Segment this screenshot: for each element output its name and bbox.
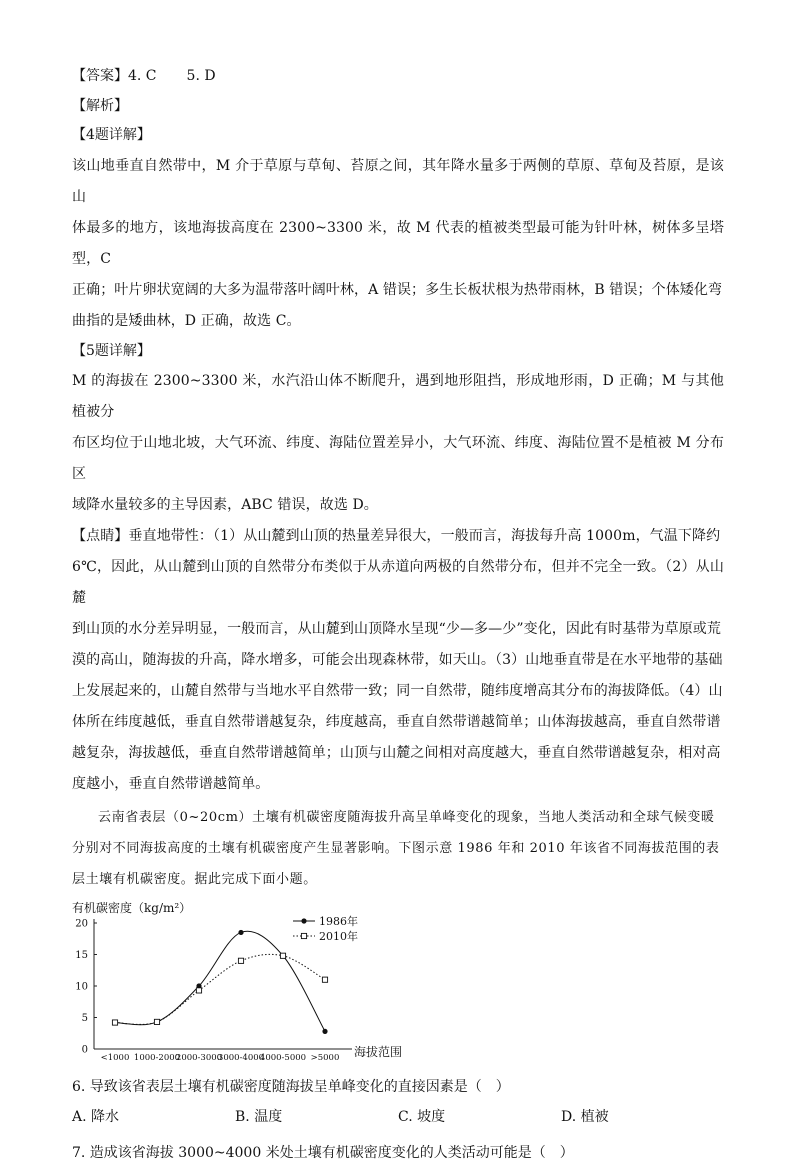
q5-detail-tag: 【5题详解】 bbox=[72, 342, 151, 359]
x-tick-label: 3000-4000 bbox=[217, 1053, 265, 1063]
q4-detail-line: 该山地垂直自然带中，M 介于草原与草甸、苔原之间，其年降水量多于两侧的草原、草甸及苔原，是该山 bbox=[72, 157, 724, 205]
q5-detail-body bbox=[72, 366, 724, 521]
data-point-2010 bbox=[112, 1020, 117, 1025]
q4-detail-line: 曲指的是矮曲林，D 正确，故选 C。 bbox=[72, 312, 301, 329]
y-tick-label: 20 bbox=[75, 918, 88, 930]
option-c[interactable]: C. 坡度 bbox=[398, 1109, 446, 1125]
x-tick-label: 1000-2000 bbox=[133, 1053, 181, 1063]
q4-detail-line: 体最多的地方，该地海拔高度在 2300~3300 米，故 M 代表的植被类型最可能为针叶林，树体多呈塔型，C bbox=[72, 219, 724, 267]
y-tick-label: 10 bbox=[75, 981, 88, 993]
answer-q5: 5. D bbox=[186, 68, 216, 84]
key-points-line: 漠的高山，随海拔的升高，降水增多，可能会出现森林带，如天山。（3）山地垂直带是在水平地带的基础 bbox=[72, 652, 723, 668]
intro-line: 层土壤有机碳密度。据此完成下面小题。 bbox=[72, 872, 317, 887]
q5-detail-line: 域降水量较多的主导因素，ABC 错误，故选 D。 bbox=[72, 497, 378, 513]
intro-line: 云南省表层（0~20cm）土壤有机碳密度随海拔升高呈单峰变化的现象，当地人类活动和全球气候变暖 bbox=[98, 810, 715, 825]
q4-detail-line: 正确；叶片卵状宽阔的大多为温带落叶阔叶林，A 错误；多生长板状根为热带雨林，B 错误；个体矮化弯 bbox=[72, 281, 723, 298]
option-b[interactable]: B. 温度 bbox=[235, 1109, 283, 1125]
q4-detail-body bbox=[72, 151, 724, 337]
x-tick-label: 2000-3000 bbox=[175, 1053, 223, 1063]
x-tick-label: 4000-5000 bbox=[259, 1053, 307, 1063]
legend-label-1986: 1986年 bbox=[319, 915, 358, 928]
x-tick-label: <1000 bbox=[100, 1053, 130, 1063]
data-point-2010 bbox=[154, 1019, 159, 1024]
q5-detail-line: 布区均位于山地北坡，大气环流、纬度、海陆位置差异小，大气环流、纬度、海陆位置不是植被 M 分布区 bbox=[72, 435, 724, 482]
legend-label-2010: 2010年 bbox=[319, 930, 358, 943]
y-axis-label: 有机碳密度（kg/m²） bbox=[72, 901, 192, 915]
data-point-1986 bbox=[238, 930, 243, 935]
key-points-tag: 【点睛】 bbox=[72, 528, 129, 544]
x-axis-label: 海拔范围 bbox=[354, 1045, 403, 1059]
answer-q4: 4. C bbox=[128, 68, 157, 84]
document-page bbox=[72, 62, 724, 1168]
data-point-2010 bbox=[322, 977, 327, 982]
chart-svg bbox=[68, 901, 403, 1066]
data-point-2010 bbox=[196, 988, 201, 993]
q4-detail-tag: 【4题详解】 bbox=[72, 127, 151, 143]
legend-marker-1986 bbox=[301, 918, 306, 923]
series-line-2010 bbox=[115, 954, 325, 1024]
key-points bbox=[72, 521, 724, 800]
q5-detail-line: M 的海拔在 2300~3300 米，水汽沿山体不断爬升，遇到地形阻挡，形成地形雨，D 正确；M 与其他植被分 bbox=[72, 373, 724, 420]
option-a[interactable]: A. 降水 bbox=[72, 1109, 120, 1125]
key-points-line: 体所在纬度越低，垂直自然带谱越复杂，纬度越高，垂直自然带谱越简单；山体海拔越高，垂直自然带谱 bbox=[72, 714, 721, 730]
intro-passage bbox=[72, 802, 724, 895]
data-point-1986 bbox=[322, 1029, 327, 1034]
key-points-line: 【点睛】垂直地带性：（1）从山麓到山顶的热量差异很大，一般而言，海拔每升高 1000m，气温下降约 bbox=[72, 528, 721, 544]
key-points-line: 度越小，垂直自然带谱越简单。 bbox=[72, 776, 270, 792]
carbon-density-chart bbox=[68, 901, 403, 1066]
key-points-line: 6℃，因此，从山麓到山顶的自然带分布类似于从赤道向两极的自然带分布，但并不完全一致。（2）从山麓 bbox=[72, 559, 724, 606]
y-tick-label: 0 bbox=[81, 1044, 88, 1056]
series-line-1986 bbox=[115, 931, 325, 1031]
key-points-line: 越复杂，海拔越低，垂直自然带谱越简单；山顶与山麓之间相对高度越大，垂直自然带谱越复杂，相对高 bbox=[72, 745, 721, 761]
y-tick-label: 5 bbox=[81, 1013, 88, 1024]
x-tick-label: >5000 bbox=[310, 1053, 340, 1063]
key-points-line: 上发展起来的，山麓自然带与当地水平自然带一致；同一自然带，随纬度增高其分布的海拔降低。（4）山 bbox=[72, 683, 723, 699]
answer-tag: 【答案】 bbox=[72, 68, 128, 84]
option-d[interactable]: D. 植被 bbox=[561, 1109, 609, 1125]
question-6: 6. 导致该省表层土壤有机碳密度随海拔呈单峰变化的直接因素是（ ） bbox=[72, 1079, 510, 1095]
question-7: 7. 造成该省海拔 3000~4000 米处土壤有机碳密度变化的人类活动可能是（ ） bbox=[72, 1145, 574, 1161]
question-6-options bbox=[72, 1102, 724, 1132]
y-tick-label: 15 bbox=[75, 950, 88, 961]
answer-line bbox=[72, 62, 724, 92]
intro-line: 分别对不同海拔高度的土壤有机碳密度产生显著影响。下图示意 1986 年和 2010 年该省不同海拔范围的表 bbox=[72, 841, 720, 856]
data-point-2010 bbox=[238, 958, 243, 963]
analysis-tag: 【解析】 bbox=[72, 97, 128, 114]
data-point-2010 bbox=[280, 953, 285, 958]
key-points-line: 到山顶的水分差异明显，一般而言，从山麓到山顶降水呈现“少—多—少”变化，因此有时基带为草原或荒 bbox=[72, 621, 722, 637]
legend-marker-2010 bbox=[301, 933, 306, 938]
